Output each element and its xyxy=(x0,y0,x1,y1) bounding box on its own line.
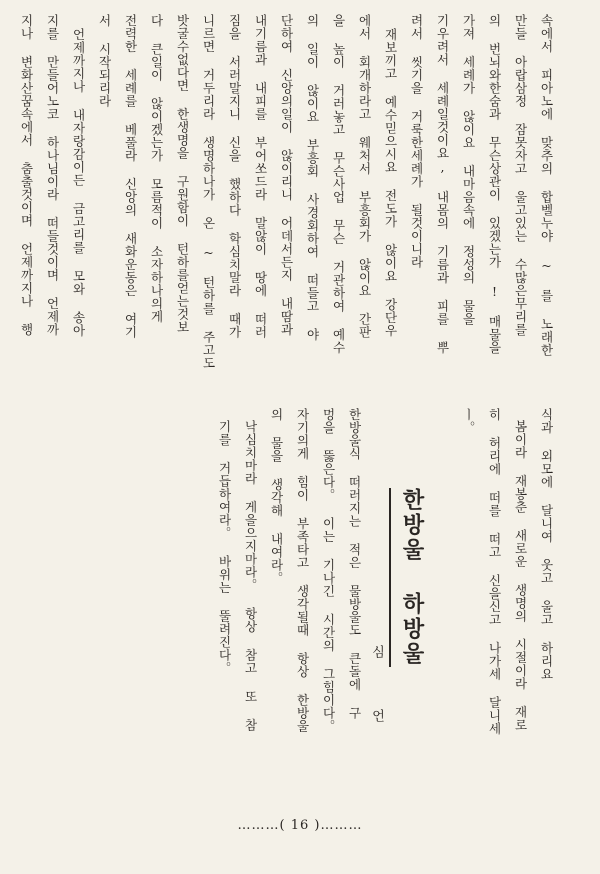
text-column-lower-left-4: 의 물을 생각해 내여라。 xyxy=(269,408,284,585)
text-column-upper-10: 의 일이 않이요 부흥회 사경회하여 떠들고 야 xyxy=(305,14,320,341)
text-column-upper-8: 에서 회개하라고 웨처서 부흥회가 않이요 간판 xyxy=(357,14,372,339)
text-column-upper-7: 재보끼고 예수믿으시요 전도가 않이요 강단우 xyxy=(383,28,398,337)
text-column-upper-19: 언제까지나 내자랑감이든 금고리를 모와 송아 xyxy=(71,28,86,337)
text-column-upper-6: 려서 씻기을 거룩한세례가 될것이니라 xyxy=(409,14,424,269)
text-column-lower-right-1: 식과 외모에 달니여 웃고 울고 하리요 xyxy=(539,408,554,681)
text-column-upper-1: 속에서 피아노에 맞추의 합벨누야 ~ 를 노래한 xyxy=(539,14,554,357)
text-column-lower-left-2: 멍을 뚫은다。 이는 기나긴 시간의 그힘이다。 xyxy=(321,408,336,733)
text-column-upper-3: 의 번뇌와한숨과 무슨상관이 있겠는가 ! 매물을 xyxy=(487,14,502,354)
text-column-upper-5: 기우려서 세례일것이요, 내몸의 기름과 피를 뿌 xyxy=(435,14,450,354)
text-column-upper-11: 단하여 신앙의일이 않이리니 어데서든지 내땀과 xyxy=(279,14,294,336)
text-column-upper-17: 전력한 세례를 베풀라 신앙의 새화운동은 여기 xyxy=(123,14,138,339)
text-column-lower-right-4: ㅣ。 xyxy=(461,408,476,434)
text-column-lower-left-6: 기를 거듭하여라。 바위는 뚤려진다。 xyxy=(217,420,232,675)
text-column-lower-right-2: 봄이라 재봉춘 새로운 생명의 시절이라 재로 xyxy=(513,420,528,732)
article-title: 한방울 하방울 xyxy=(389,488,428,667)
text-column-upper-15: 밧굴수없다면 한생명을 구원함이 턴하를얻는것보 xyxy=(175,14,190,334)
text-column-upper-18: 서 시작되리라 xyxy=(97,14,112,108)
page-number: ………( 16 )……… xyxy=(237,818,363,833)
article-author: 심 언 xyxy=(369,645,384,740)
text-column-upper-16: 다 큰일이 않이겠는가 모름적이 소자하나의게 xyxy=(149,14,164,323)
text-column-upper-2: 만들 아랍삼정 잠못자고 울고있는 수많은무리를 xyxy=(513,14,528,336)
text-column-lower-left-3: 자기의게 힘이 부족타고 생각될때 항상 한방울 xyxy=(295,408,310,733)
text-column-upper-21: 지나 변화산꿈속에서 춤출것이며 언제까지나 행 xyxy=(19,14,34,336)
text-column-upper-14: 니르면 거두리라 생명하나가 온 ~ 턴하를 주고도 xyxy=(201,14,216,370)
text-column-upper-20: 지를 만들어노코 하나님이라 떠들것이며 언제까 xyxy=(45,14,60,336)
text-column-upper-12: 내기름과 내피를 부어쏘드라 말않이 땅에 떠러 xyxy=(253,14,268,339)
text-column-upper-4: 가져 세례가 않이요 내마음속에 정성의 물을 xyxy=(461,14,476,326)
text-column-lower-left-5: 낙심치마라 게을으지마라。 항상 참고 또 참 xyxy=(243,420,258,732)
text-column-upper-9: 을 높이 거러놓고 무슨사업 무슨 거관하여 예수 xyxy=(331,14,346,354)
text-column-lower-left-1: 한방울식 떠러지는 적은 물방울도 큰돌에 구 xyxy=(347,408,362,720)
text-column-upper-13: 짐을 서러말지니 신을 했하다 학심치말라 때가 xyxy=(227,14,242,339)
text-column-lower-right-3: 히 허리에 떠를 떠고 신을신고 나가세 달니세 xyxy=(487,408,502,735)
